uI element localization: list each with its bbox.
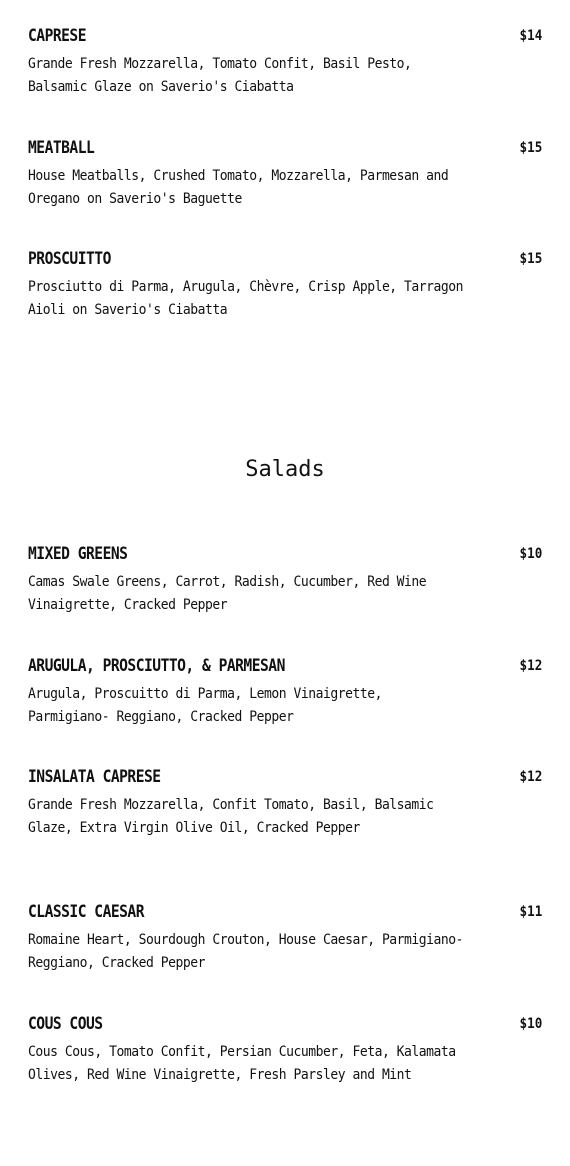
menu-item-meatball [0, 136, 570, 212]
menu-item-mixed-greens [0, 542, 570, 618]
menu-item-cous-cous [0, 1012, 570, 1088]
item-description: Cous Cous, Tomato Confit, Persian Cucumber, Feta, Kalamata Olives, Red Wine Vinaigrette, Fresh Parsley and Mint [28, 1044, 456, 1084]
item-price: $12 [519, 769, 542, 785]
item-name: MEATBALL [28, 138, 95, 158]
item-description: House Meatballs, Crushed Tomato, Mozzarella, Parmesan and Oregano on Saverio's Baguette [28, 168, 449, 208]
item-description: Romaine Heart, Sourdough Crouton, House Caesar, Parmigiano-Reggiano, Cracked Pepper [28, 932, 464, 972]
menu-item-arugula-prosciutto-parmesan [0, 654, 570, 730]
item-price: $15 [519, 140, 542, 156]
item-name: INSALATA CAPRESE [28, 767, 161, 787]
item-price: $10 [519, 546, 542, 562]
item-price: $10 [519, 1016, 542, 1032]
item-name: MIXED GREENS [28, 544, 128, 564]
item-price: $15 [519, 251, 542, 267]
item-name: CAPRESE [28, 26, 87, 46]
item-description: Camas Swale Greens, Carrot, Radish, Cucumber, Red Wine Vinaigrette, Cracked Pepper [28, 574, 427, 614]
item-description: Prosciutto di Parma, Arugula, Chèvre, Crisp Apple, Tarragon Aioli on Saverio's Ciabatta [28, 279, 464, 319]
item-price: $11 [519, 904, 542, 920]
menu-item-insalata-caprese [0, 765, 570, 841]
menu-item-caprese [0, 24, 570, 100]
item-name: ARUGULA, PROSCIUTTO, & PARMESAN [28, 656, 285, 676]
item-name: PROSCUITTO [28, 249, 111, 269]
item-description: Grande Fresh Mozzarella, Tomato Confit, Basil Pesto, Balsamic Glaze on Saverio's Ciabatta [28, 56, 412, 96]
section-title: Salads [245, 457, 325, 482]
item-price: $12 [519, 658, 542, 674]
item-name: CLASSIC CAESAR [28, 902, 145, 922]
item-description: Grande Fresh Mozzarella, Confit Tomato, Basil, Balsamic Glaze, Extra Virgin Olive Oil, Cracked Pepper [28, 797, 434, 837]
item-name: COUS COUS [28, 1014, 103, 1034]
menu-item-classic-caesar [0, 900, 570, 976]
item-description: Arugula, Proscuitto di Parma, Lemon Vinaigrette, Parmigiano- Reggiano, Cracked Pepper [28, 686, 382, 726]
menu-item-proscuitto [0, 247, 570, 323]
item-price: $14 [519, 28, 542, 44]
